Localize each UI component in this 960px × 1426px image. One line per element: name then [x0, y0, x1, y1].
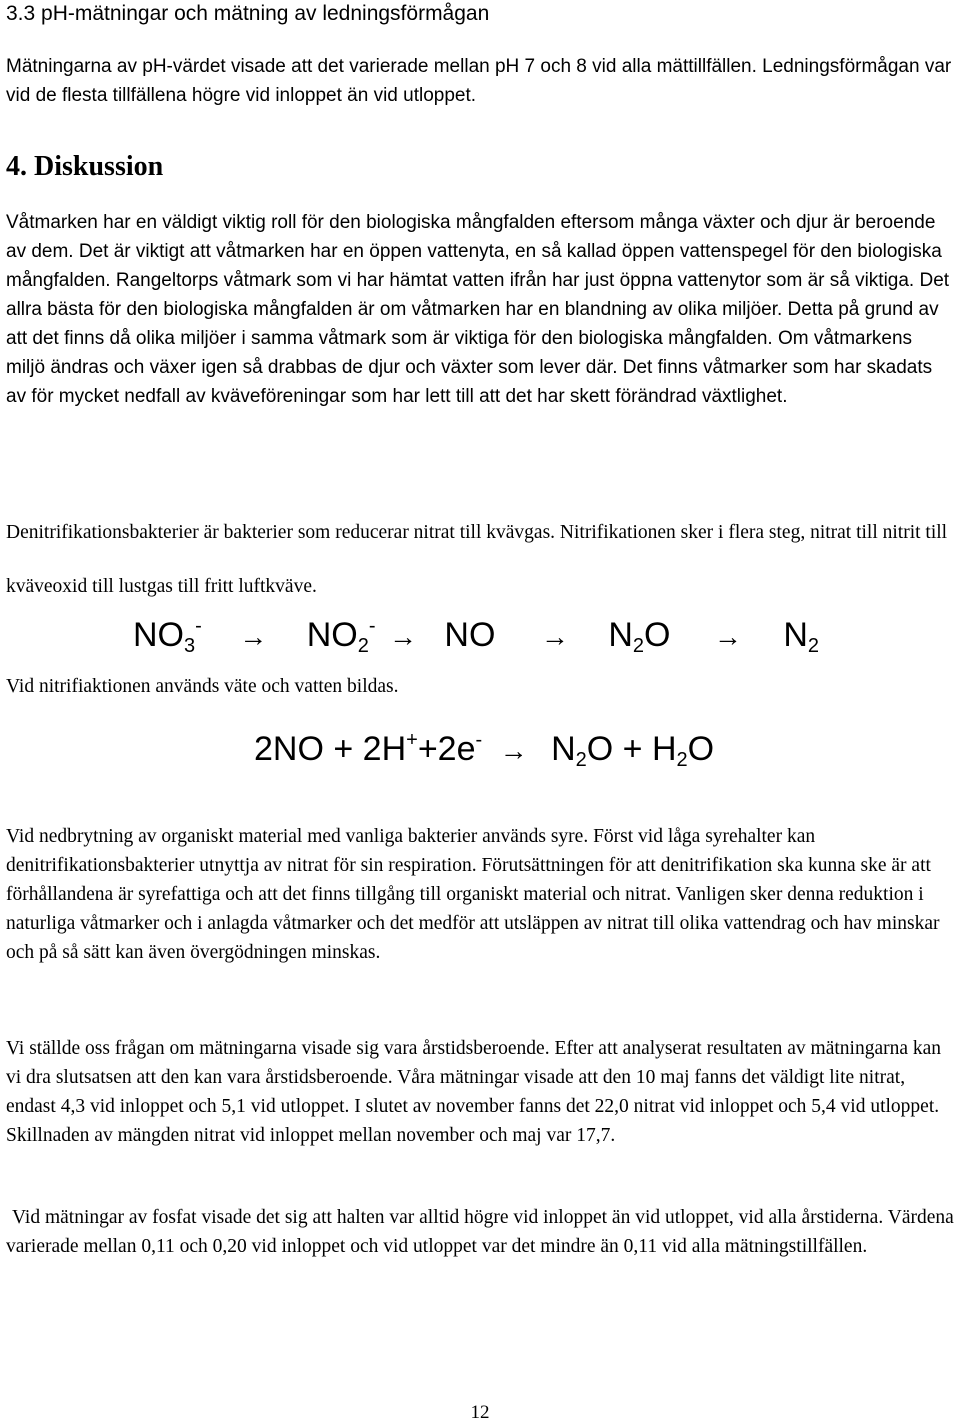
formula-arrow: →: [499, 735, 528, 766]
formula-arrow: →: [388, 621, 417, 652]
formula-term-nitrogen-gas: $N_2$: [783, 616, 820, 657]
section-4-heading: 4. Diskussion: [6, 151, 164, 182]
formula-arrow: →: [713, 621, 742, 652]
section-3-3-text: Mätningarna av pH-värdet visade att det varierade mellan pH 7 och 8 vid alla mättillfällen. Ledningsförmågan var vid de flesta tillfällena högre vid inloppet än vid utloppet.: [6, 56, 952, 106]
discussion-paragraph-6: Vid mätningar av fosfat visade det sig att halten var alltid högre vid inloppet än vid utloppet, vid alla årstiderna. Värdena varierade mellan 0,11 och 0,20 vid inloppet och vid utloppet var det mindre än 0,11 vid alla mätningstillfällen.: [6, 1207, 954, 1257]
discussion-paragraph-1: Våtmarken har en väldigt viktig roll för den biologiska mångfalden eftersom många växter och djur är beroende av dem. Det är viktigt att våtmarken har en öppen vattenyta, en så kallad öppen vattenspegel för den biologiska mångfalden. Rangeltorps våtmark som vi har hämtat vatten ifrån har just öppna vattenytor som är så viktiga. Det allra bästa för den biologiska mångfalden är om våtmarken har en blandning av olika miljöer. Detta på grund av att det finns då olika miljöer i samma våtmark som är viktiga för den biologiska mångfalden. Om våtmarkens miljö ändras och växer igen så drabbas de djur och växter som lever där. Det finns våtmarker som har skadats av för mycket nedfall av kväveföreningar som har lett till att det har skett förändrad växtlighet.: [6, 212, 950, 407]
nitrogen-reduction-chain-formula: [133, 606, 819, 666]
discussion-paragraph-4: Vid nedbrytning av organiskt material med vanliga bakterier används syre. Först vid låga syrehalter kan denitrifikationsbakterier utnyttja av nitrat för sin respiration. Förutsättningen för att denitrifikation ska kunna ske är att förhållandena är syrefattiga och att det finns tillgång till organiskt material och nitrat. Vanligen sker denna reduktion i naturliga våtmarker och i anlagda våtmarker och det medför att utsläppen av nitrat till olika vattendrag och hav minskar och på så sätt kan även övergödningen minskas.: [6, 826, 940, 963]
page-number: 12: [470, 1402, 490, 1423]
discussion-paragraph-2: Denitrifikationsbakterier är bakterier som reducerar nitrat till kvävgas. Nitrifikationen sker i flera steg, nitrat till nitrit till kväveoxid till lustgas till fritt luftkväve.: [6, 522, 948, 597]
formula-term-nitrate: $NO_3^-$: [133, 615, 202, 657]
discussion-paragraph-5: Vi ställde oss frågan om mätningarna visade sig vara årstidsberoende. Efter att analyserat resultaten av mätningarna kan vi dra slutsatsen att den kan vara årstidsberoende. Våra mätningar visade att den 10 maj fanns det väldigt lite nitrat, endast 4,3 vid inloppet och 5,1 vid utloppet. I slutet av november fanns det 22,0 nitrat vid inloppet och 5,4 vid utloppet. Skillnaden av mängden nitrat vid inloppet mellan november och maj var 17,7.: [6, 1038, 942, 1146]
formula-arrow: →: [540, 621, 569, 652]
formula-term-nitric-oxide: NO: [444, 616, 496, 654]
hydrogen-reduction-formula: $2NO + 2H^++2e^- \to N_2O + H_2O$: [254, 729, 715, 771]
discussion-paragraph-3: Vid nitrifiaktionen används väte och vatten bildas.: [6, 676, 399, 697]
section-3-3-heading: 3.3 pH-mätningar och mätning av ledningsförmågan: [6, 2, 490, 25]
formula-term-nitrite: $NO_2^-$: [306, 615, 376, 657]
formula-term-nitrous-oxide: $N_2O$: [608, 616, 671, 657]
formula-arrow: →: [239, 621, 268, 652]
